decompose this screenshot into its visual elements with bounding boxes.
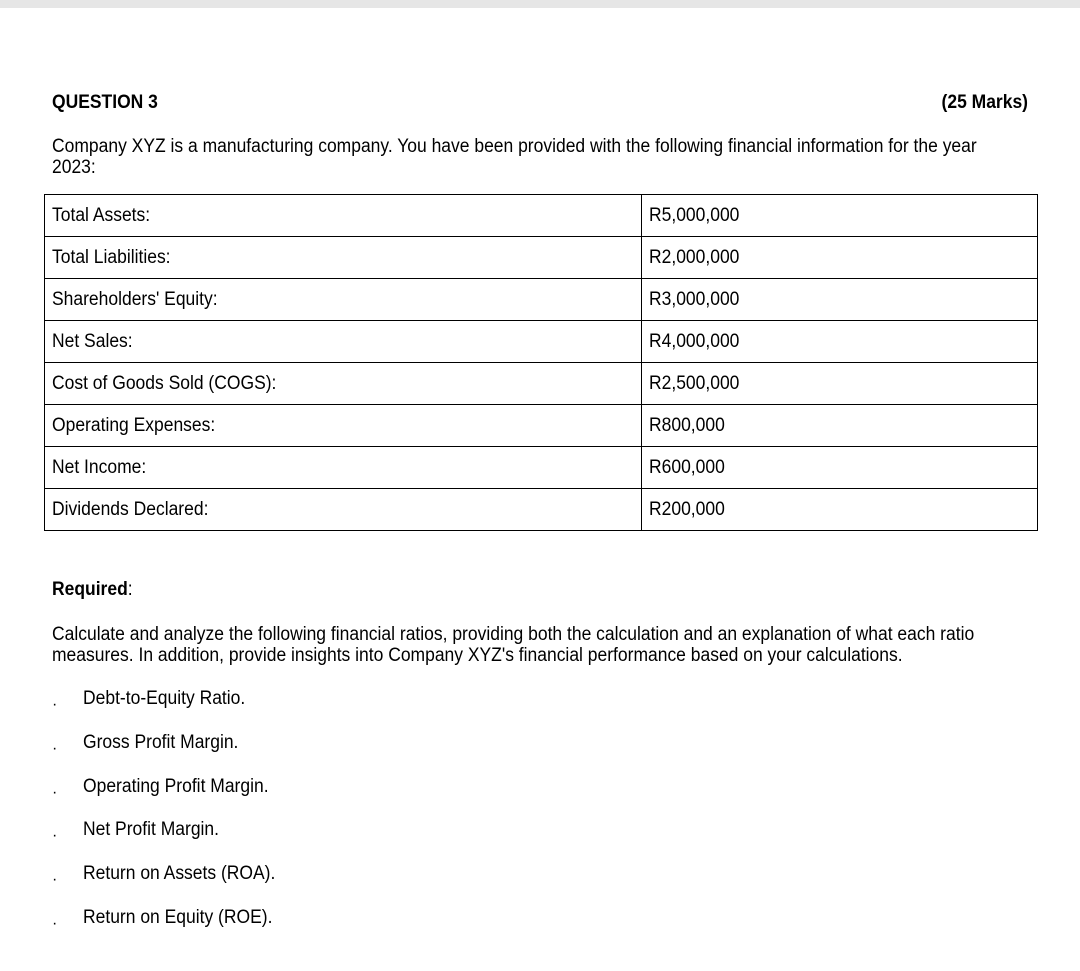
row-value: R800,000 [649, 414, 725, 436]
table-label-cell [45, 489, 642, 531]
table-label-cell [45, 279, 642, 321]
row-label: Total Assets: [52, 204, 151, 226]
question-heading: QUESTION 3 [52, 92, 158, 113]
table-row [45, 321, 1038, 363]
table-value-cell [642, 279, 1038, 321]
bullet-dot-icon: · [52, 914, 58, 932]
row-value: R4,000,000 [649, 330, 740, 352]
table-label-cell [45, 321, 642, 363]
table-value-cell [642, 363, 1038, 405]
table-value-cell [642, 447, 1038, 489]
required-label: Required [52, 579, 128, 600]
table-label-cell [45, 405, 642, 447]
financial-info-table [44, 194, 1038, 531]
table-label-cell [45, 447, 642, 489]
question-marks: (25 Marks) [941, 92, 1028, 113]
document-page [0, 8, 1080, 971]
row-label: Dividends Declared: [52, 498, 209, 520]
row-label: Cost of Goods Sold (COGS): [52, 372, 277, 394]
table-value-cell [642, 237, 1038, 279]
required-colon: : [127, 579, 133, 600]
ratio-text: Debt-to-Equity Ratio. [83, 688, 246, 709]
table-value-cell [642, 195, 1038, 237]
ratio-text: Return on Assets (ROA). [83, 863, 276, 885]
ratio-text: Gross Profit Margin. [83, 731, 239, 753]
table-label-cell [45, 363, 642, 405]
ratio-text: Net Profit Margin. [83, 819, 220, 841]
table-row [45, 363, 1038, 405]
row-label: Net Sales: [52, 330, 133, 352]
bullet-dot-icon: · [52, 783, 58, 801]
row-label: Operating Expenses: [52, 414, 216, 436]
ratio-text: Operating Profit Margin. [83, 775, 269, 797]
bullet-dot-icon: · [52, 871, 58, 889]
table-value-cell [642, 321, 1038, 363]
row-value: R2,500,000 [649, 372, 740, 394]
question-intro: Company XYZ is a manufacturing company. You have been provided with the following financial information for the year 2023: [52, 136, 977, 178]
table-label-cell [45, 195, 642, 237]
top-bar [0, 0, 1080, 8]
table-row [45, 405, 1038, 447]
bullet-dot-icon: · [52, 827, 58, 845]
table-row [45, 237, 1038, 279]
row-value: R3,000,000 [649, 288, 740, 310]
bullet-dot-icon: · [52, 696, 58, 713]
table-row [45, 489, 1038, 531]
table-row [45, 195, 1038, 237]
table-row [45, 279, 1038, 321]
row-label: Net Income: [52, 456, 147, 478]
row-value: R5,000,000 [649, 204, 740, 226]
ratio-text: Return on Equity (ROE). [83, 906, 273, 928]
row-label: Total Liabilities: [52, 246, 171, 268]
table-row [45, 447, 1038, 489]
row-label: Shareholders' Equity: [52, 288, 218, 310]
bullet-dot-icon: · [52, 739, 58, 757]
table-value-cell [642, 489, 1038, 531]
required-heading [52, 579, 133, 601]
row-value: R200,000 [649, 498, 725, 520]
required-instructions: Calculate and analyze the following financial ratios, providing both the calculation and an explanation of what each ratio measures. In addition, provide insights into Company XYZ's financial performance based on your calculations. [52, 624, 975, 666]
table-value-cell [642, 405, 1038, 447]
row-value: R600,000 [649, 456, 725, 478]
row-value: R2,000,000 [649, 246, 740, 268]
table-label-cell [45, 237, 642, 279]
